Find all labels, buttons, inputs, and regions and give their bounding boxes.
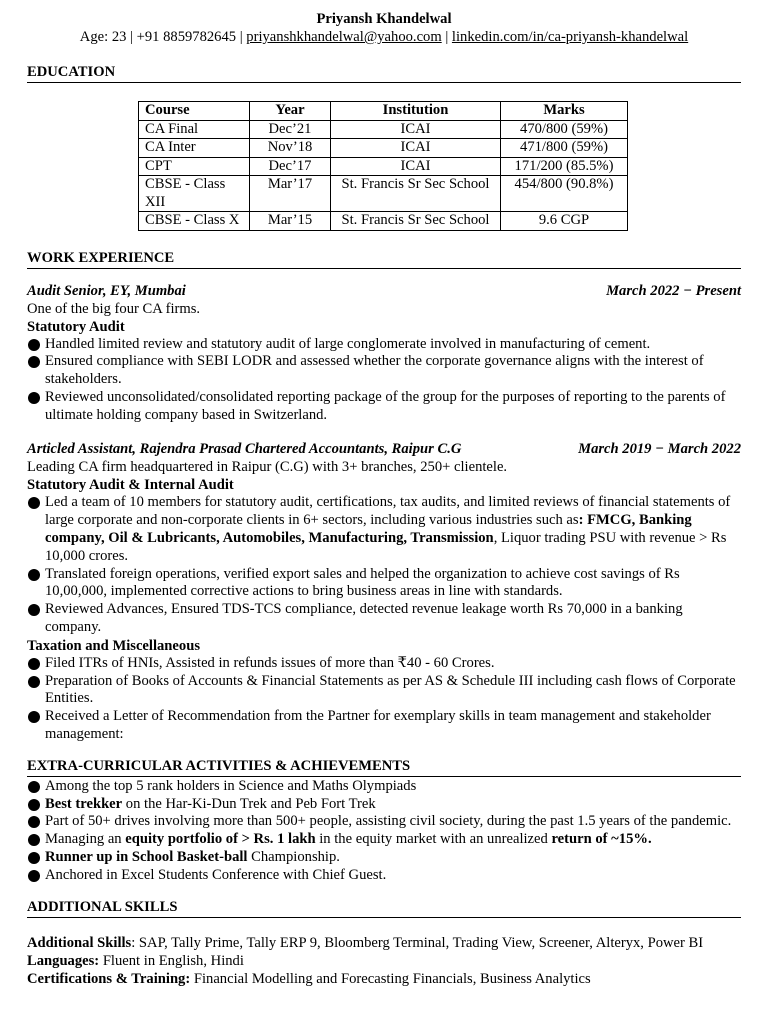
cell-year: Mar’17 [250, 176, 331, 212]
education-table [138, 101, 628, 231]
cell-marks: 171/200 (85.5%) [501, 157, 628, 176]
cell-course: CBSE - Class XII [139, 176, 250, 212]
cell-institution: ICAI [331, 157, 501, 176]
col-course: Course [139, 102, 250, 121]
list-item: Handled limited review and statutory audit of large conglomerate involved in manufacturing of cement. [27, 336, 741, 354]
bullet-text: on the Har-Ki-Dun Trek and Peb Fort Trek [122, 795, 376, 812]
email-link[interactable]: priyanshkhandelwal@yahoo.com [246, 29, 442, 45]
bullet-bold-text: return of ~15%. [551, 831, 652, 848]
job-description: Leading CA firm headquartered in Raipur (C.G) with 3+ branches, 250+ clientele. [27, 459, 508, 476]
job-dates: March 2019 − March 2022 [578, 441, 741, 458]
cell-year: Nov’18 [250, 139, 331, 158]
education-heading: EDUCATION [27, 63, 741, 83]
col-marks: Marks [501, 102, 628, 121]
list-item: Filed ITRs of HNIs, Assisted in refunds issues of more than ₹40 - 60 Crores. [27, 655, 741, 673]
cell-marks: 454/800 (90.8%) [501, 176, 628, 212]
cell-course: CA Inter [139, 139, 250, 158]
job-header [27, 440, 741, 458]
list-item [27, 831, 741, 849]
list-item [27, 849, 741, 867]
work-heading: WORK EXPERIENCE [27, 249, 741, 269]
bullet-bold-text: Best trekker [45, 795, 123, 812]
bullet-bold-text: equity portfolio of > Rs. 1 lakh [125, 831, 316, 848]
bullet-bold-text: : FMCG, Banking company, Oil & Lubricants, Automobiles, Manufacturing, Transmission [45, 512, 692, 547]
skills-block [27, 934, 741, 988]
cell-course: CBSE - Class X [139, 212, 250, 231]
contact-line [27, 28, 741, 46]
table-row [139, 139, 628, 158]
list-item: Reviewed Advances, Ensured TDS-TCS compliance, detected revenue leakage worth Rs 70,000 in a banking company. [27, 601, 741, 637]
bullet-text: , Liquor trading PSU with revenue > Rs 10,000 crores. [45, 530, 727, 564]
candidate-name: Priyansh Khandelwal [316, 11, 452, 27]
cell-marks: 470/800 (59%) [501, 120, 628, 139]
list-item: Ensured compliance with SEBI LODR and assessed whether the corporate governance aligns with the interest of stakeholders. [27, 353, 741, 389]
job-bullets [27, 494, 741, 636]
cell-institution: ICAI [331, 139, 501, 158]
cell-year: Dec’17 [250, 157, 331, 176]
job-subheading: Statutory Audit [27, 318, 125, 335]
table-row [139, 120, 628, 139]
certifications-value: Financial Modelling and Forecasting Financials, Business Analytics [190, 970, 591, 987]
table-row [139, 176, 628, 212]
cell-marks: 9.6 CGP [501, 212, 628, 231]
bullet-text: Led a team of 10 members for statutory audit, certifications, tax audits, and limited reviews of financial statements of large corporate and non-corporate clients in 6+ sectors, including various industries such as [45, 494, 731, 529]
skills-line [27, 934, 741, 952]
job-subheading: Taxation and Miscellaneous [27, 637, 200, 654]
job-subheading: Statutory Audit & Internal Audit [27, 477, 234, 494]
list-item: Reviewed unconsolidated/consolidated reporting package of the group for the purposes of reporting to the parents of ultimate holding company based in Switzerland. [27, 389, 741, 425]
languages-value: Fluent in English, Hindi [99, 952, 244, 969]
cell-course: CPT [139, 157, 250, 176]
bullet-text: in the equity market with an unrealized [315, 831, 552, 848]
cell-institution: ICAI [331, 120, 501, 139]
bullet-bold-text: Runner up in School Basket-ball [45, 849, 248, 866]
job-dates: March 2022 − Present [606, 282, 741, 299]
cell-year: Dec’21 [250, 120, 331, 139]
cell-marks: 471/800 (59%) [501, 139, 628, 158]
cell-institution: St. Francis Sr Sec School [331, 176, 501, 212]
extracurricular-heading: EXTRA-CURRICULAR ACTIVITIES & ACHIEVEMENTS [27, 757, 741, 777]
cell-year: Mar’15 [250, 212, 331, 231]
resume-page [27, 10, 741, 988]
list-item: Translated foreign operations, verified export sales and helped the organization to achieve cost savings of Rs 10,00,000, implemented corrective actions to bring business areas in line with standards. [27, 566, 741, 602]
certifications-line [27, 970, 741, 988]
list-item: Part of 50+ drives involving more than 500+ people, assisting civil society, during the past 1.5 years of the pandemic. [27, 813, 741, 831]
job-role: Articled Assistant, Rajendra Prasad Chartered Accountants, Raipur C.G [27, 441, 462, 458]
linkedin-link[interactable]: linkedin.com/in/ca-priyansh-khandelwal [451, 29, 689, 45]
job-header [27, 282, 741, 300]
skills-value: : SAP, Tally Prime, Tally ERP 9, Bloomberg Terminal, Trading View, Screener, Alteryx, Power BI [131, 934, 704, 951]
list-item: Preparation of Books of Accounts & Financial Statements as per AS & Schedule III including cash flows of Corporate Entities. [27, 673, 741, 709]
col-institution: Institution [331, 102, 501, 121]
table-header-row [139, 102, 628, 121]
skills-label: Additional Skills [27, 934, 132, 951]
job-description: One of the big four CA firms. [27, 300, 201, 317]
col-year: Year [250, 102, 331, 121]
contact-separator: | [441, 29, 452, 45]
list-item: Received a Letter of Recommendation from the Partner for exemplary skills in team management and stakeholder management: [27, 708, 741, 744]
table-row [139, 212, 628, 231]
extracurricular-bullets [27, 778, 741, 885]
languages-label: Languages: [27, 952, 100, 969]
certifications-label: Certifications & Training: [27, 970, 191, 987]
age-phone: Age: 23 | +91 8859782645 | [79, 29, 247, 45]
bullet-text: Championship. [247, 849, 340, 866]
bullet-text: Managing an [45, 831, 126, 848]
list-item [27, 796, 741, 814]
job-role: Audit Senior, EY, Mumbai [27, 282, 186, 299]
list-item: Among the top 5 rank holders in Science and Maths Olympiads [27, 778, 741, 796]
job-bullets [27, 336, 741, 425]
job-bullets [27, 655, 741, 744]
cell-course: CA Final [139, 120, 250, 139]
list-item: Anchored in Excel Students Conference with Chief Guest. [27, 867, 741, 885]
languages-line [27, 952, 741, 970]
cell-institution: St. Francis Sr Sec School [331, 212, 501, 231]
list-item [27, 494, 741, 565]
skills-heading: ADDITIONAL SKILLS [27, 898, 741, 918]
table-row [139, 157, 628, 176]
